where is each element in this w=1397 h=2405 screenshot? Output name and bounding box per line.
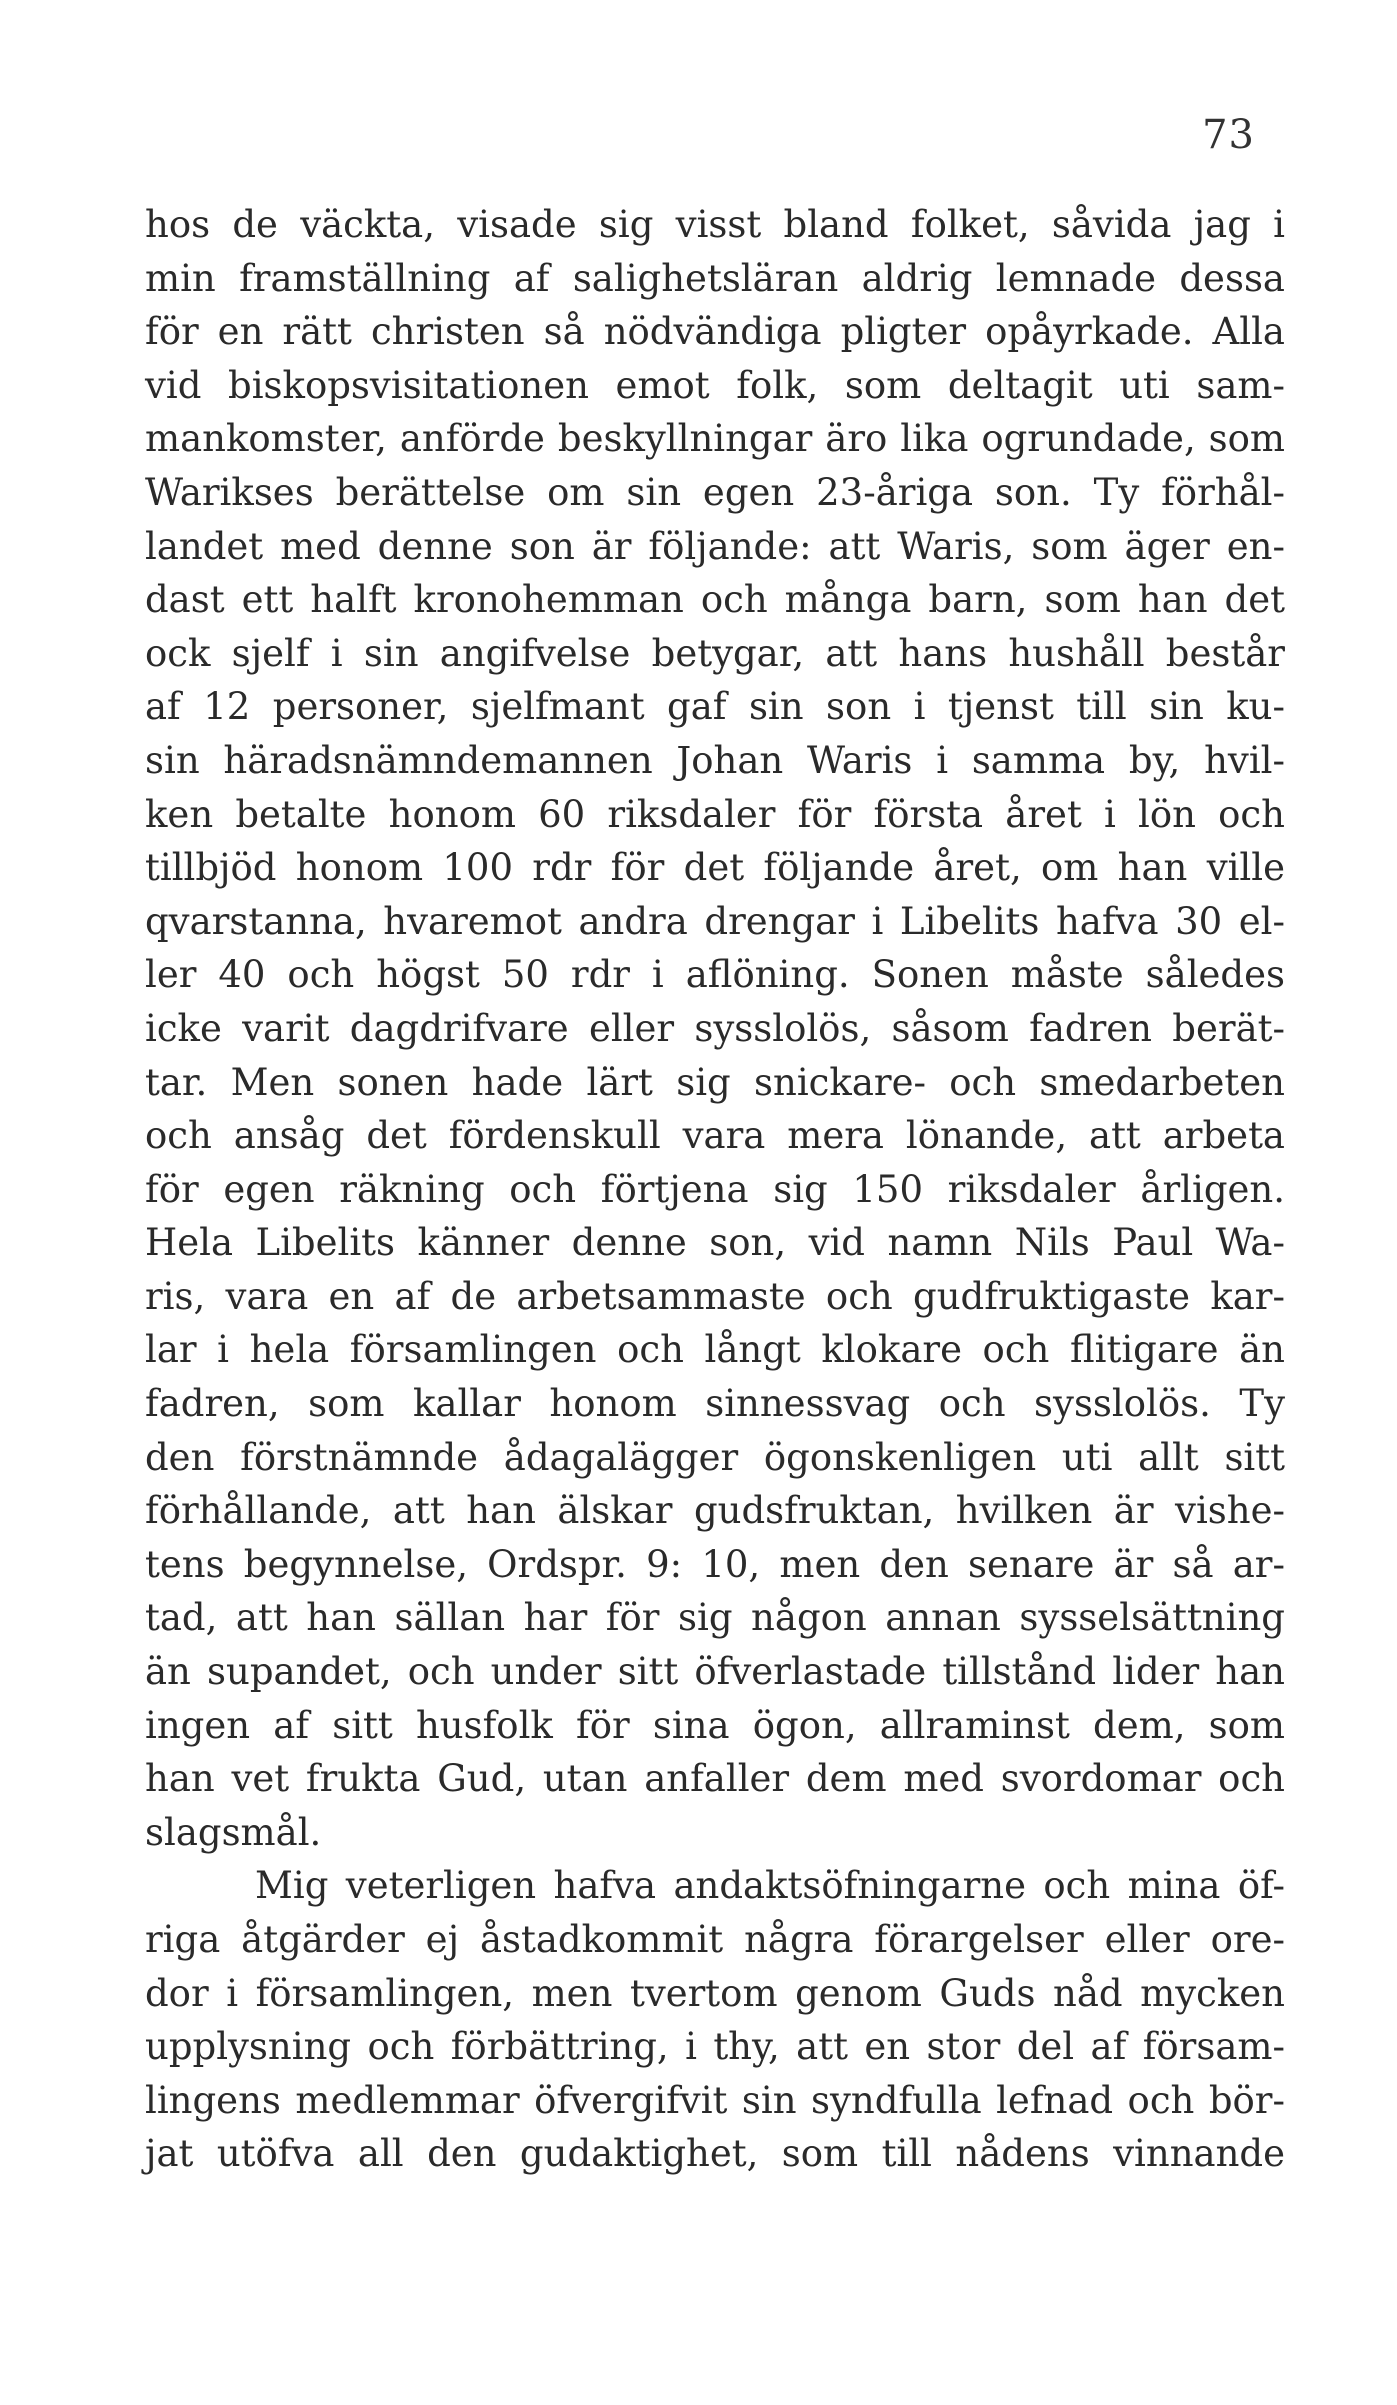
text-line: lar i hela församlingen och långt klokare och flitigare än	[145, 1328, 1285, 1372]
text-line: icke varit dagdrifvare eller sysslolös, såsom fadren berät-	[145, 1006, 1285, 1050]
paragraph-start-line: Mig veterligen hafva andaktsöfningarne och mina öf-	[255, 1864, 1285, 1908]
text-line: för egen räkning och förtjena sig 150 riksdaler årligen.	[145, 1167, 1285, 1211]
text-line: sin häradsnämndemannen Johan Waris i samma by, hvil-	[145, 738, 1285, 782]
text-line: dor i församlingen, men tvertom genom Guds nåd mycken	[145, 1971, 1285, 2015]
text-line: tens begynnelse, Ordspr. 9: 10, men den senare är så ar-	[145, 1542, 1285, 1586]
text-line: än supandet, och under sitt öfverlastade tillstånd lider han	[145, 1650, 1285, 1694]
text-line: Hela Libelits känner denne son, vid namn Nils Paul Wa-	[145, 1221, 1285, 1265]
text-line: tillbjöd honom 100 rdr för det följande året, om han ville	[145, 846, 1285, 890]
text-line: vid biskopsvisitationen emot folk, som deltagit uti sam-	[145, 363, 1285, 407]
text-line: lingens medlemmar öfvergifvit sin syndfulla lefnad och bör-	[145, 2078, 1285, 2122]
text-line: af 12 personer, sjelfmant gaf sin son i tjenst till sin ku-	[145, 685, 1285, 729]
body-text	[145, 198, 1285, 2181]
text-line: tar. Men sonen hade lärt sig snickare- och smedarbeten	[145, 1060, 1285, 1104]
text-line: min framställning af salighetsläran aldrig lemnade dessa	[145, 256, 1285, 300]
text-line: ock sjelf i sin angifvelse betygar, att hans hushåll består	[145, 631, 1285, 675]
text-line: fadren, som kallar honom sinnessvag och sysslolös. Ty	[145, 1382, 1285, 1426]
text-line: för en rätt christen så nödvändiga pligter opåyrkade. Alla	[145, 310, 1285, 354]
text-line: riga åtgärder ej åstadkommit några förargelser eller ore-	[145, 1918, 1285, 1961]
page-number: 73	[1202, 112, 1255, 158]
text-line: förhållande, att han älskar gudsfruktan, hvilken är vishe-	[145, 1489, 1285, 1533]
text-line: tad, att han sällan har för sig någon annan sysselsättning	[145, 1596, 1285, 1640]
text-line: qvarstanna, hvaremot andra drengar i Libelits hafva 30 el-	[145, 899, 1285, 943]
text-line: hos de väckta, visade sig visst bland folket, såvida jag i	[145, 203, 1285, 246]
text-line: jat utöfva all den gudaktighet, som till nådens vinnande	[145, 2132, 1285, 2176]
text-line: och ansåg det fördenskull vara mera lönande, att arbeta	[145, 1114, 1285, 1158]
text-line: han vet frukta Gud, utan anfaller dem med svordomar och	[145, 1757, 1285, 1801]
text-line: dast ett halft kronohemman och många barn, som han det	[145, 578, 1285, 622]
text-line: ken betalte honom 60 riksdaler för första året i lön och	[145, 792, 1285, 836]
text-line: ingen af sitt husfolk för sina ögon, allraminst dem, som	[145, 1703, 1285, 1747]
text-line: landet med denne son är följande: att Waris, som äger en-	[145, 524, 1285, 568]
paragraph-end-line: slagsmål.	[145, 1810, 322, 1854]
text-line: mankomster, anförde beskyllningar äro lika ogrundade, som	[145, 417, 1285, 461]
text-line: ler 40 och högst 50 rdr i aflöning. Sonen måste således	[145, 953, 1285, 997]
text-line: Warikses berättelse om sin egen 23-åriga son. Ty förhål-	[145, 470, 1285, 514]
text-line: ris, vara en af de arbetsammaste och gudfruktigaste kar-	[145, 1274, 1285, 1318]
text-line: den förstnämnde ådagalägger ögonskenligen uti allt sitt	[145, 1435, 1285, 1479]
text-line: upplysning och förbättring, i thy, att en stor del af försam-	[145, 2025, 1285, 2069]
